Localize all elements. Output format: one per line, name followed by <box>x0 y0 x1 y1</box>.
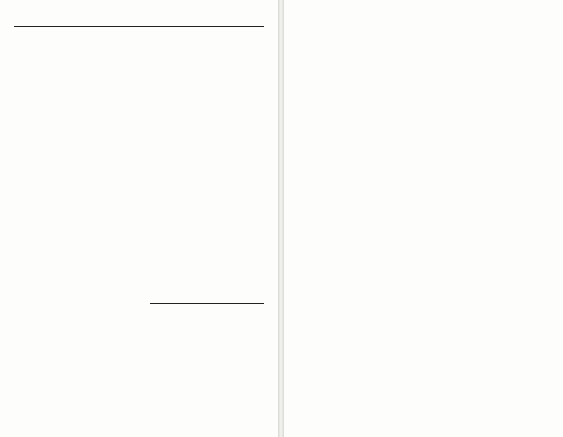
left-footnotes <box>18 307 264 431</box>
right-page <box>284 0 563 437</box>
header-rule <box>14 26 264 27</box>
right-body-text <box>306 82 544 432</box>
footnote-rule <box>150 303 264 304</box>
left-page <box>0 0 278 437</box>
left-closing-line <box>18 160 264 190</box>
left-body-text <box>18 34 264 160</box>
